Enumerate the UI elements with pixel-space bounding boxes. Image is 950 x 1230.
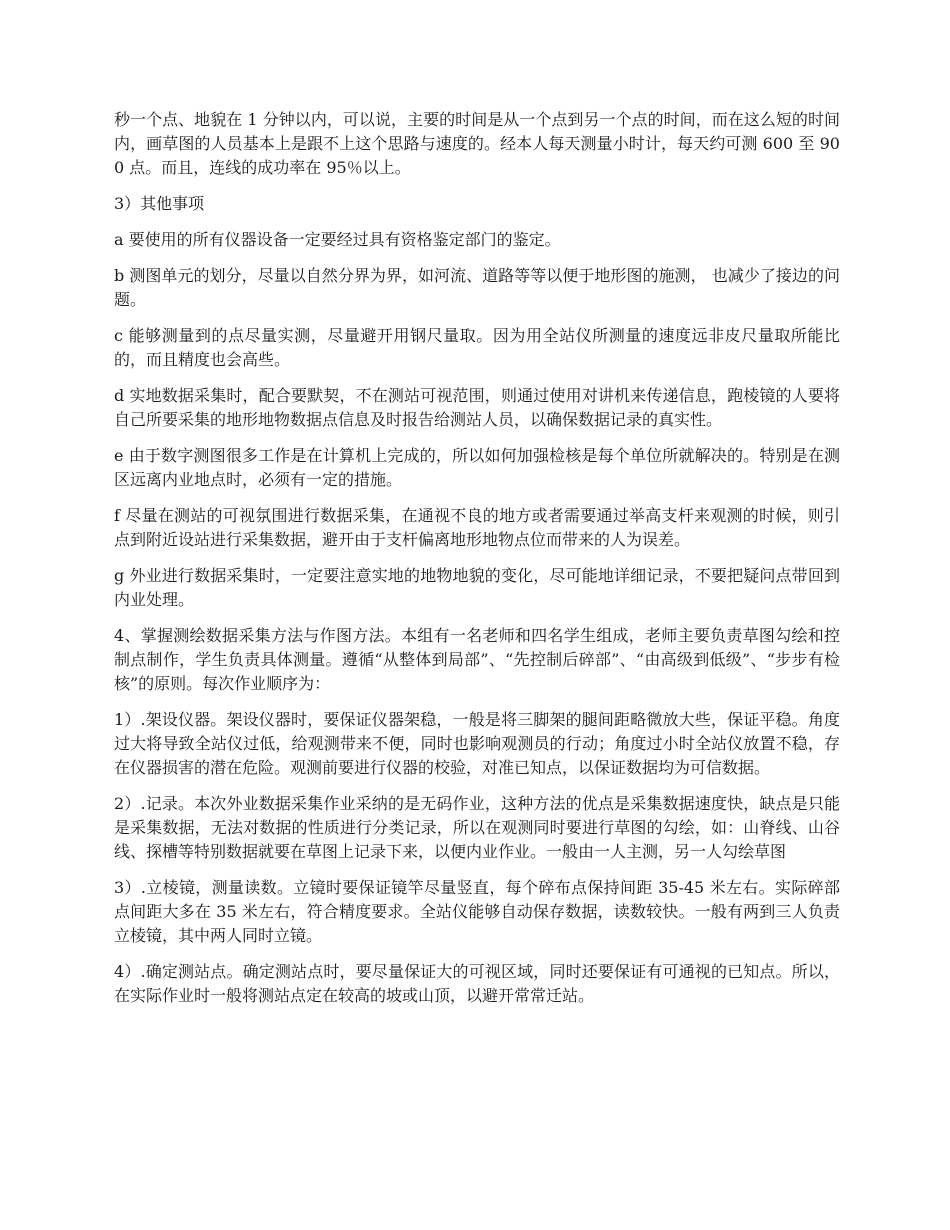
paragraph-step-2: 2）.记录。本次外业数据采集作业采纳的是无码作业，这种方法的优点是采集数据速度快，缺点是只能是采集数据，无法对数据的性质进行分类记录，所以在观测同时要进行草图的勾绘，如：山脊线、山谷线、探槽等特别数据就要在草图上记录下来，以便内业作业。一般由一人主测，另一人勾绘草图 (114, 794, 840, 861)
paragraph-item-g: g 外业进行数据采集时，一定要注意实地的地物地貌的变化，尽可能地详细记录，不要把疑问点带回到内业处理。 (114, 566, 840, 609)
paragraph-item-c: c 能够测量到的点尽量实测，尽量避开用钢尺量取。因为用全站仪所测量的速度远非皮尺量取所能比的，而且精度也会高些。 (114, 326, 840, 369)
paragraph-step-3: 3）.立棱镜，测量读数。立镜时要保证镜竿尽量竖直，每个碎布点保持间距 35-45 米左右。实际碎部点间距大多在 35 米左右，符合精度要求。全站仪能够自动保存数据，读数较快。一般有两到三人负责立棱镜，其中两人同时立镜。 (114, 878, 840, 945)
paragraph-continuation: 秒一个点、地貌在 1 分钟以内，可以说，主要的时间是从一个点到另一个点的时间，而在这么短的时间内，画草图的人员基本上是跟不上这个思路与速度的。经本人每天测量小时计，每天约可测 600 至 900 点。而且，连线的成功率在 95％以上。 (114, 110, 840, 177)
paragraph-step-4: 4）.确定测站点。确定测站点时，要尽量保证大的可视区域，同时还要保证有可通视的已知点。所以，在实际作业时一般将测站点定在较高的坡或山顶，以避开常常迁站。 (114, 962, 840, 1005)
paragraph-item-f: f 尽量在测站的可视氛围进行数据采集，在通视不良的地方或者需要通过举高支杆来观测的时候，则引点到附近设站进行采集数据，避开由于支杆偏离地形地物点位而带来的人为误差。 (114, 506, 840, 549)
paragraph-item-e: e 由于数字测图很多工作是在计算机上完成的，所以如何加强检核是每个单位所就解决的。特别是在测区远离内业地点时，必须有一定的措施。 (114, 446, 840, 489)
paragraph-section-4: 4、掌握测绘数据采集方法与作图方法。本组有一名老师和四名学生组成，老师主要负责草图勾绘和控制点制作，学生负责具体测量。遵循“从整体到局部”、“先控制后碎部”、“由高级到低级”、“步步有检核”的原则。每次作业顺序为： (114, 626, 840, 693)
document-page (114, 108, 840, 1020)
section-heading-other-matters: 3）其他事项 (114, 194, 205, 213)
paragraph-item-a: a 要使用的所有仪器设备一定要经过具有资格鉴定部门的鉴定。 (114, 230, 561, 249)
paragraph-item-b: b 测图单元的划分，尽量以自然分界为界，如河流、道路等等以便于地形图的施测， 也减少了接边的问题。 (114, 266, 840, 309)
paragraph-item-d: d 实地数据采集时，配合要默契，不在测站可视范围，则通过使用对讲机来传递信息，跑棱镜的人要将自己所要采集的地形地物数据点信息及时报告给测站人员，以确保数据记录的真实性。 (114, 386, 840, 429)
paragraph-step-1: 1）.架设仪器。架设仪器时，要保证仪器架稳，一般是将三脚架的腿间距略微放大些，保证平稳。角度过大将导致全站仪过低，给观测带来不便，同时也影响观测员的行动；角度过小时全站仪放置不稳，存在仪器损害的潜在危险。观测前要进行仪器的校验，对准已知点，以保证数据均为可信数据。 (114, 710, 840, 777)
